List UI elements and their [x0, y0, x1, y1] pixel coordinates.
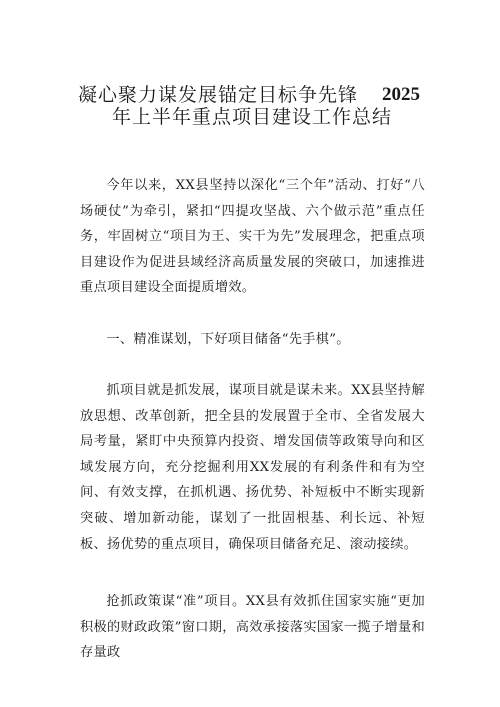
- document-title-year: 2025: [382, 84, 420, 105]
- document-title-line2: 年上半年重点项目建设工作总结: [112, 106, 393, 128]
- section-heading-1: 一、精准谋划，下好项目储备“先手棋”。: [106, 332, 350, 347]
- paragraph-section-1: 抓项目就是抓发展，谋项目就是谋未来。XX县坚持解放思想、改革创新，把全县的发展置于全市、全省发展大局考量，紧盯中央预算内投资、增发国债等政策导向和区域发展方向，充分挖掘利用XX发展的有利条件和有为空间、有效支撑，在抓机遇、扬优势、补短板中不断实现新突破、增加新动能，谋划了一批固根基、利长远、补短板、扬优势的重点项目，确保项目储备充足、滚动接续。: [80, 383, 425, 552]
- document-title-line1: 凝心聚力谋发展锚定目标争先锋: [78, 84, 359, 106]
- paragraph-policy: 抢抓政策谋“准”项目。XX县有效抓住国家实施“更加积极的财政政策”窗口期，高效承接落实国家一揽子增量和存量政: [80, 594, 425, 661]
- paragraph-intro: 今年以来，XX县坚持以深化“三个年”活动、打好“八场硬仗”为牵引，紧扣“四提攻坚战、六个做示范”重点任务，牢固树立“项目为王、实干为先”发展理念，把重点项目建设作为促进县域经济高质量发展的突破口，加速推进重点项目建设全面提质增效。: [80, 178, 425, 296]
